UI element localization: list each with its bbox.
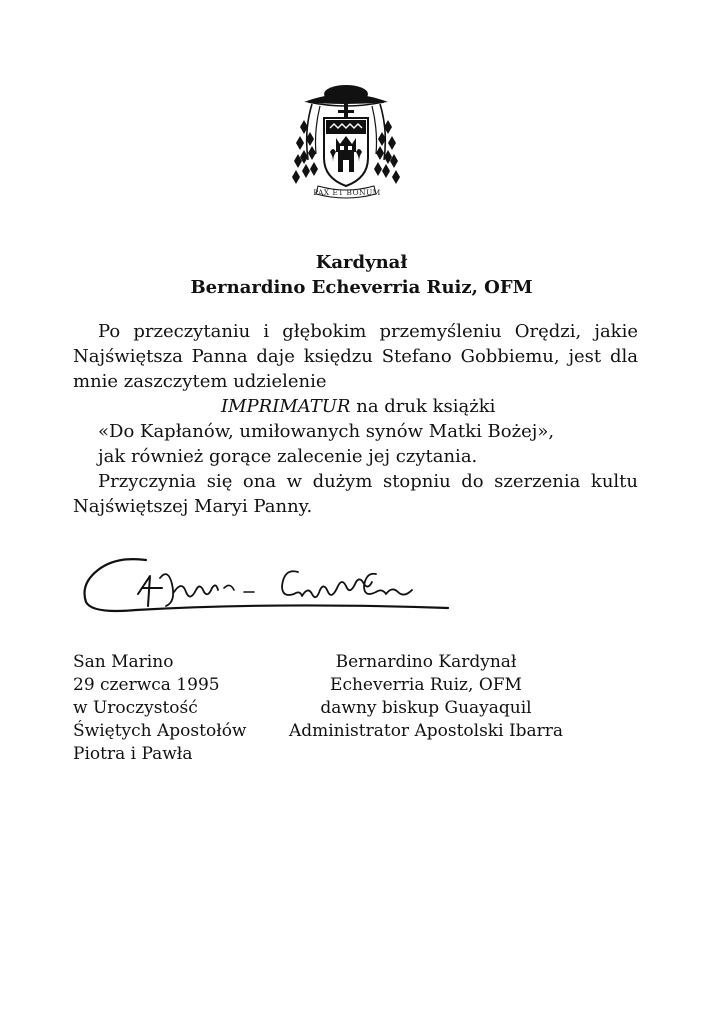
imprimatur-word: IMPRIMATUR [221,396,351,417]
place-and-date [73,651,293,766]
signatory-current-title: Administrator Apostolski Ibarra [288,721,564,741]
signatory-former-title: dawny biskup Guayaquil [320,698,532,718]
coat-of-arms-motto: PAX ET BONUM [313,188,381,197]
body-line-1: Po przeczytaniu i głębokim przemyśleniu Orędzi, jakie [98,321,638,342]
signatory-name-line-2: Echeverria Ruiz, OFM [330,675,522,695]
handwritten-signature-icon [76,548,450,628]
body-line-6: jak również gorące zalecenie jej czytania. [98,446,478,467]
date: 29 czerwca 1995 [73,675,220,695]
place: San Marino [73,652,174,672]
imprimatur-statement [73,319,638,519]
signatory-block [280,651,572,743]
body-line-2: Najświętsza Panna daje księdzu Stefano Gobbiemu, jest dla [73,346,638,367]
body-line-7: Przyczynia się ona w dużym stopniu do szerzenia kultu [98,471,638,492]
signatory-name-line-1: Bernardino Kardynał [335,652,517,672]
body-line-5: «Do Kapłanów, umiłowanych synów Matki Bożej», [98,421,555,442]
occasion-line-3: Piotra i Pawła [73,744,193,764]
cardinal-name: Bernardino Echeverria Ruiz, OFM [190,277,533,298]
body-line-3: mnie zaszczytem udzielenie [73,371,327,392]
occasion-line-2: Świętych Apostołów [73,721,247,741]
cardinal-title: Kardynał [315,252,408,273]
occasion-line-1: w Uroczystość [73,698,198,718]
body-line-4-text: na druk książki [356,396,496,417]
body-line-8: Najświętszej Maryi Panny. [73,496,313,517]
body-line-4 [73,394,638,419]
